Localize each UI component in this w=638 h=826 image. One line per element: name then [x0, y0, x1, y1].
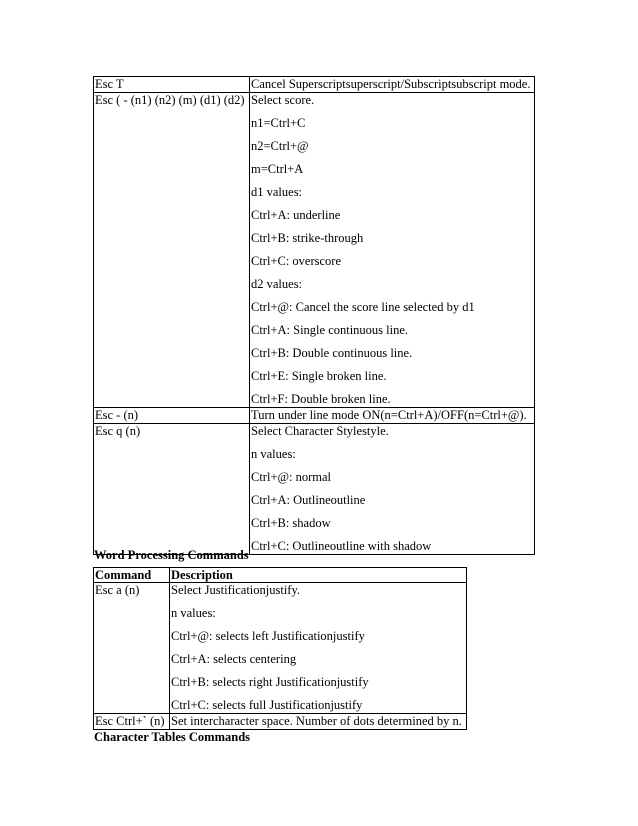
table-row [94, 93, 535, 408]
description-line: Select Character Stylestyle. [251, 424, 389, 438]
command-cell: Esc a (n) [94, 583, 170, 714]
table-row [94, 77, 535, 93]
description-line: Ctrl+C: overscore [251, 254, 342, 268]
description-line: Ctrl+A: selects centering [171, 652, 297, 666]
description-line: Turn under line mode ON(n=Ctrl+A)/OFF(n=Ctrl+@). [251, 408, 527, 422]
section-heading-character-tables: Character Tables Commands [94, 730, 251, 744]
description-line: Ctrl+@: normal [251, 470, 332, 484]
description-line: Ctrl+C: selects full Justificationjustify [171, 698, 363, 712]
description-line: Ctrl+B: shadow [251, 516, 331, 530]
description-line: Set intercharacter space. Number of dots determined by n. [171, 714, 462, 728]
description-cell [170, 583, 467, 714]
description-line: n values: [171, 606, 216, 620]
description-line: Ctrl+A: Single continuous line. [251, 323, 409, 337]
column-header-description: Description [170, 568, 467, 583]
description-cell [170, 714, 467, 730]
description-cell [250, 408, 535, 424]
table-row [94, 424, 535, 555]
section-heading-word-processing: Word Processing Commands [94, 548, 249, 562]
description-line: Ctrl+B: selects right Justificationjustify [171, 675, 369, 689]
command-cell: Esc - (n) [94, 408, 250, 424]
description-line: n2=Ctrl+@ [251, 139, 309, 153]
description-line: Ctrl+A: Outlineoutline [251, 493, 366, 507]
description-line: Ctrl+A: underline [251, 208, 341, 222]
command-cell: Esc Ctrl+` (n) [94, 714, 170, 730]
description-line: d2 values: [251, 277, 303, 291]
description-line: Ctrl+@: Cancel the score line selected by d1 [251, 300, 475, 314]
description-line: Ctrl+B: strike-through [251, 231, 364, 245]
table-header-row [94, 568, 467, 583]
table-row [94, 408, 535, 424]
description-line: Ctrl+E: Single broken line. [251, 369, 387, 383]
word-processing-commands-table [93, 567, 467, 730]
description-line: n1=Ctrl+C [251, 116, 306, 130]
description-cell [250, 93, 535, 408]
description-line: m=Ctrl+A [251, 162, 304, 176]
description-line: Ctrl+B: Double continuous line. [251, 346, 413, 360]
description-line: n values: [251, 447, 296, 461]
description-line: Cancel Superscriptsuperscript/Subscriptsubscript mode. [251, 77, 531, 91]
description-line: d1 values: [251, 185, 303, 199]
description-line: Ctrl+C: Outlineoutline with shadow [251, 539, 432, 553]
command-cell: Esc T [94, 77, 250, 93]
column-header-command: Command [94, 568, 170, 583]
escape-commands-table [93, 76, 535, 555]
description-cell [250, 424, 535, 555]
description-cell [250, 77, 535, 93]
command-cell: Esc q (n) [94, 424, 250, 555]
description-line: Ctrl+F: Double broken line. [251, 392, 391, 406]
table-row [94, 583, 467, 714]
command-cell: Esc ( - (n1) (n2) (m) (d1) (d2) [94, 93, 250, 408]
description-line: Ctrl+@: selects left Justificationjustify [171, 629, 365, 643]
description-line: Select score. [251, 93, 315, 107]
table-row [94, 714, 467, 730]
description-line: Select Justificationjustify. [171, 583, 301, 597]
